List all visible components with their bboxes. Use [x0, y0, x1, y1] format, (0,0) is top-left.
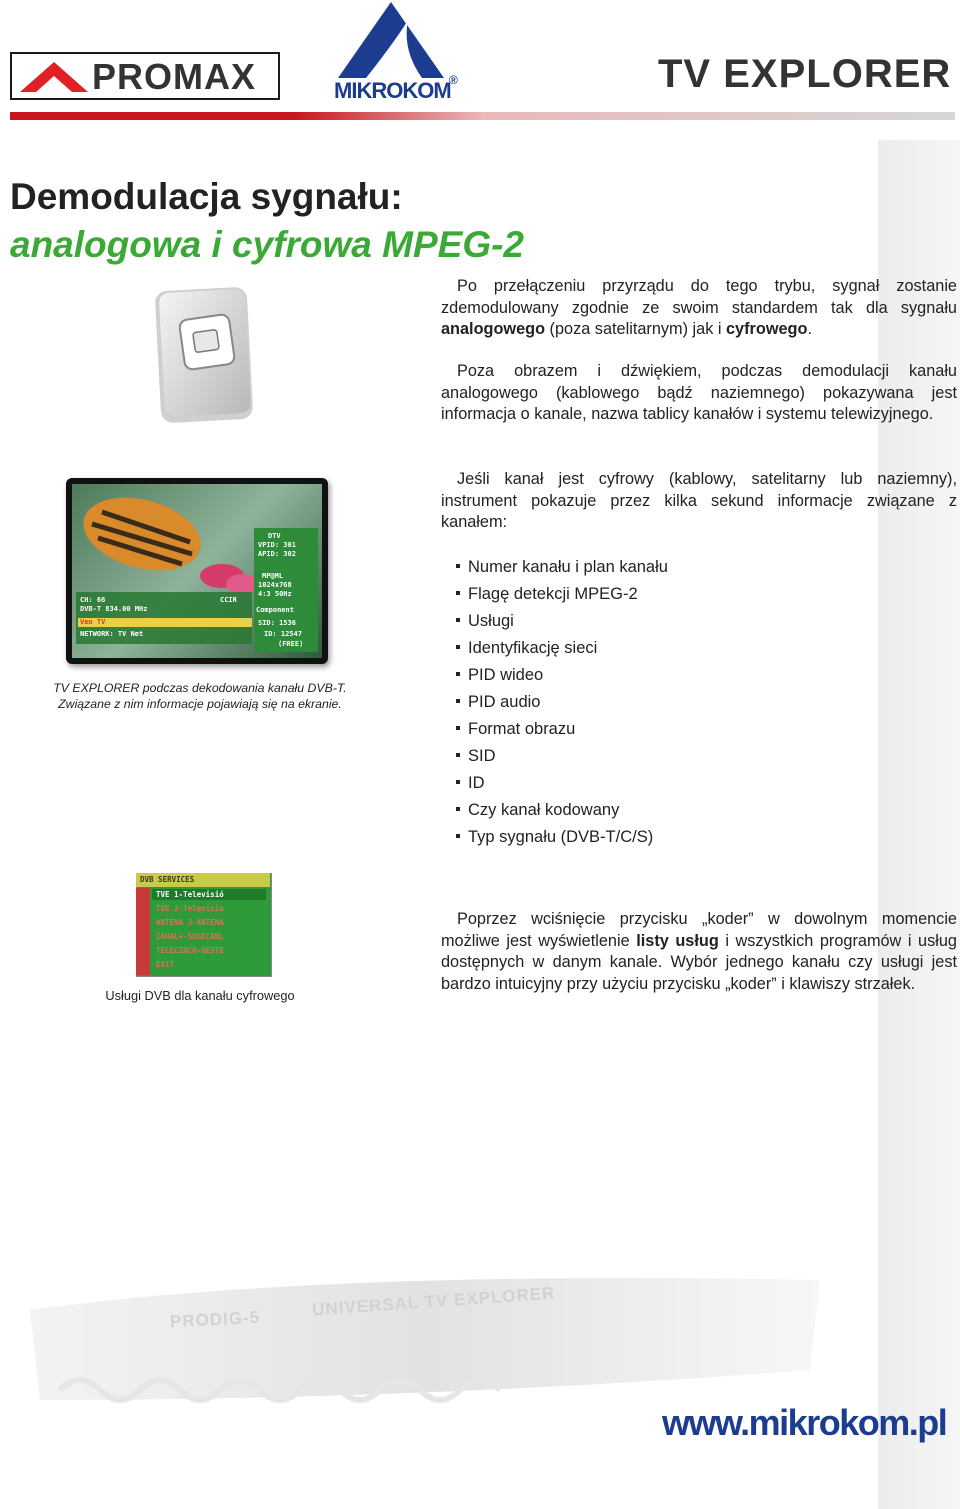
dvb-service-item[interactable]: TVE 2-Televisio: [156, 904, 224, 913]
list-item: [456, 772, 668, 799]
channel-info-list: [456, 556, 668, 853]
osd-mpeg: MP@ML: [262, 572, 284, 580]
list-item-text: Typ sygnału (DVB-T/C/S): [468, 828, 654, 846]
dvb-service-item[interactable]: CANAL+-SOGECABL: [156, 932, 224, 941]
list-item: [456, 799, 668, 826]
product-name: TV EXPLORER: [658, 52, 952, 96]
side-strip: [878, 140, 960, 1509]
list-item-text: PID wideo: [468, 666, 544, 684]
list-item: [456, 637, 668, 664]
osd-id: ID: 12547: [264, 630, 302, 638]
list-item-text: Flagę detekcji MPEG-2: [468, 585, 638, 603]
list-item: [456, 745, 668, 772]
list-item: [456, 826, 668, 853]
list-item: [456, 610, 668, 637]
osd-service: Veo TV: [80, 618, 106, 626]
page-title: Demodulacja sygnału:: [10, 176, 403, 217]
bullet-square-icon: [456, 726, 460, 730]
osd-component: Component: [256, 606, 294, 614]
osd-channel: CH: 66: [80, 596, 106, 604]
dvb-services-marker: [136, 888, 150, 975]
osd-ccir: CCIR: [220, 596, 237, 604]
list-item: [456, 583, 668, 610]
page-subtitle: analogowa i cyfrowa MPEG-2: [10, 224, 525, 265]
device-label-name: UNIVERSAL TV EXPLORER: [311, 1283, 556, 1320]
paragraph-digital: Jeśli kanał jest cyfrowy (kablowy, satelitarny lub naziemny), instrument pokazuje przez kilka sekund informacje związane z kanałem:: [441, 470, 957, 532]
bullet-square-icon: [456, 672, 460, 676]
list-item: [456, 718, 668, 745]
bullet-square-icon: [456, 807, 460, 811]
list-item-text: SID: [468, 747, 496, 765]
caption-dvb: Usługi DVB dla kanału cyfrowego: [105, 988, 295, 1003]
bullet-square-icon: [456, 753, 460, 757]
list-item-text: Usługi: [468, 612, 514, 630]
list-item-text: Identyfikację sieci: [468, 639, 598, 657]
osd-dtv: DTV: [268, 532, 281, 540]
mikrokom-logo-icon: [336, 0, 446, 80]
bullet-square-icon: [456, 834, 460, 838]
bullet-square-icon: [456, 645, 460, 649]
paragraph-intro: Po przełączeniu przyrządu do tego trybu, sygnał zostanie zdemodulowany zgodnie ze swoim standardem tak dla sygnału analogowego (poza satelitarnym) jak i cyfrowego.: [441, 277, 957, 339]
list-item-text: ID: [468, 774, 485, 792]
dvb-service-item[interactable]: EXIT: [156, 960, 175, 969]
list-item-text: Czy kanał kodowany: [468, 801, 620, 819]
list-item: [456, 691, 668, 718]
bullet-square-icon: [456, 618, 460, 622]
caption-tv: TV EXPLORER podczas dekodowania kanału DVB-T. Związane z nim informacje pojawiają się na ekranie.: [53, 681, 347, 711]
list-item-text: Format obrazu: [468, 720, 576, 738]
osd-free: (FREE): [278, 640, 304, 648]
list-item-text: PID audio: [468, 693, 541, 711]
list-item-text: Numer kanału i plan kanału: [468, 558, 668, 576]
dvb-service-item[interactable]: ANTENA 3-ANTENA: [156, 918, 224, 927]
bullet-square-icon: [456, 699, 460, 703]
dvb-service-item[interactable]: TVE 1-Televisió: [156, 890, 224, 899]
tv-screen-image: [72, 484, 322, 658]
osd-aspect: 4:3 50Hz: [258, 590, 292, 598]
bullet-square-icon: [456, 564, 460, 568]
paragraph-analog: Poza obrazem i dźwiękiem, podczas demodulacji kanału analogowego (kablowego bądź naziemnego) pokazywana jest informacja o kanale, nazwa tablicy kanałów i systemu telewizyjnego.: [441, 362, 957, 424]
promax-logo-icon: [16, 56, 92, 96]
promax-brand-name: PROMAX: [92, 56, 257, 97]
encoder-button-icon: [148, 283, 260, 429]
header-divider: [10, 112, 955, 120]
osd-network: NETWORK: TV Net: [80, 630, 144, 638]
paragraph-services: Poprzez wciśnięcie przycisku „koder” w dowolnym momencie możliwe jest wyświetlenie listy usług i wszystkich programów i usług dostępnych w danym kanale. Wybór jednego kanału czy usługi jest bardzo intuicyjny przy użyciu przycisku „koder” i klawiszy strzałek.: [441, 910, 957, 994]
osd-sid: SID: 1536: [258, 619, 296, 627]
mikrokom-brand-name: MIKROKOM: [334, 78, 451, 103]
list-item: [456, 556, 668, 583]
dvb-services-title: DVB SERVICES: [140, 875, 195, 884]
footer-url[interactable]: www.mikrokom.pl: [662, 1402, 947, 1443]
device-label-model: PRODIG-5: [169, 1307, 261, 1332]
dvb-service-item[interactable]: TELECINCO-GESTE: [156, 946, 224, 955]
osd-apid: APID: 302: [258, 550, 296, 558]
list-item: [456, 664, 668, 691]
osd-standard: DVB-T 834.00 MHz: [80, 605, 148, 613]
bullet-square-icon: [456, 780, 460, 784]
registered-mark: ®: [449, 73, 458, 87]
bullet-square-icon: [456, 591, 460, 595]
osd-resolution: 1024x768: [258, 581, 292, 589]
device-illustration: [20, 1270, 840, 1410]
osd-vpid: VPID: 301: [258, 541, 296, 549]
